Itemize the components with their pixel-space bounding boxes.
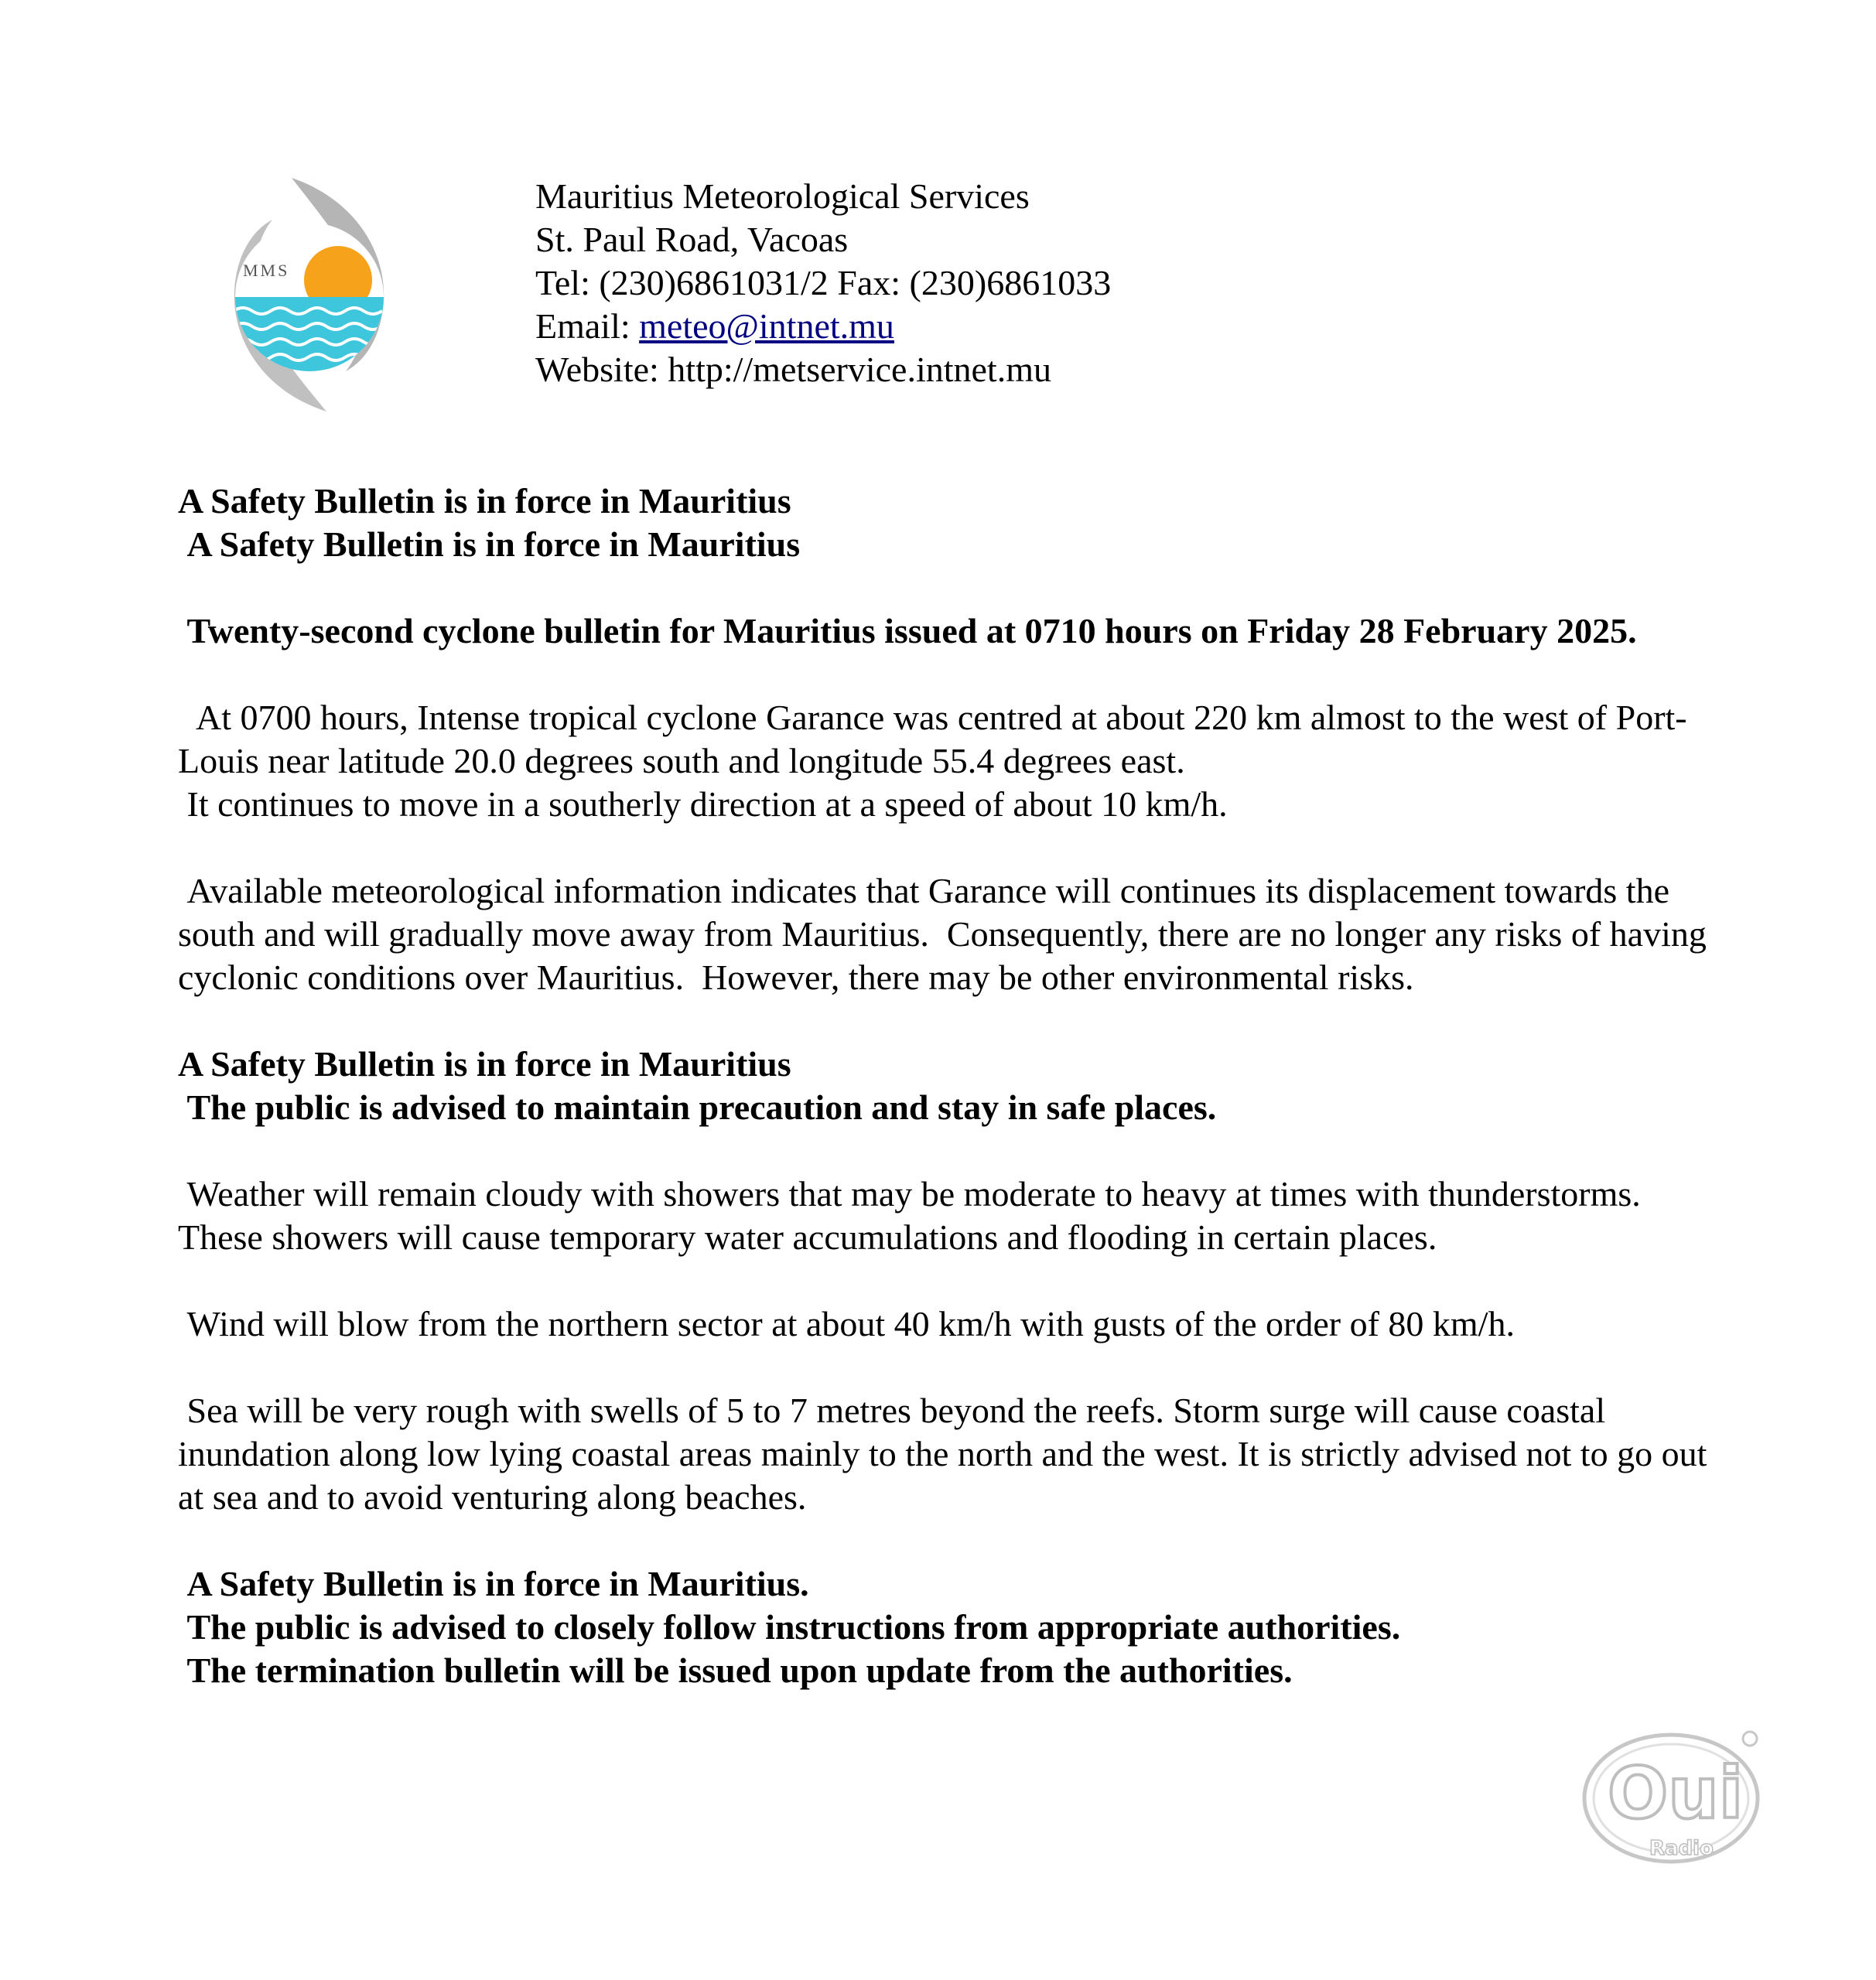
bulletin-body (178, 480, 1725, 1692)
watermark-subtext: Radio (1649, 1837, 1714, 1860)
org-phone: Tel: (230)6861031/2 Fax: (230)6861033 (535, 263, 1112, 302)
closing-notice-3: The termination bulletin will be issued upon update from the authorities. (178, 1651, 1293, 1690)
closing-notice-2: The public is advised to closely follow instructions from appropriate authorities. (178, 1607, 1401, 1647)
org-name: Mauritius Meteorological Services (535, 176, 1030, 216)
org-email-line (535, 305, 1111, 348)
cyclone-position: At 0700 hours, Intense tropical cyclone Garance was centred at about 220 km almost to the west of Port-Louis near latitude 20.0 degrees south and longitude 55.4 degrees east. (178, 698, 1687, 780)
logo-text: MMS (243, 261, 290, 280)
cyclone-movement: It continues to move in a southerly direction at a speed of about 10 km/h. (178, 784, 1228, 824)
oui-radio-watermark (1578, 1717, 1772, 1872)
public-advice: The public is advised to maintain precaution and stay in safe places. (178, 1087, 1217, 1127)
email-label: Email: (535, 306, 640, 346)
forecast-paragraph: Available meteorological information indicates that Garance will continues its displacement towards the south and will gradually move away from Mauritius. Consequently, there are no longer any risks of having cyclonic conditions over Mauritius. However, there may be other environmental risks. (178, 871, 1716, 997)
org-website: Website: http://metservice.intnet.mu (535, 350, 1051, 389)
sea-paragraph: Sea will be very rough with swells of 5 to 7 metres beyond the reefs. Storm surge will cause coastal inundation along low lying coastal areas mainly to the north and the west. It is strictly advised not to go out at sea and to avoid venturing along beaches. (178, 1391, 1716, 1517)
bulletin-title: Twenty-second cyclone bulletin for Mauritius issued at 0710 hours on Friday 28 February 2025. (178, 611, 1637, 650)
safety-bulletin-notice: A Safety Bulletin is in force in Mauritius (178, 1044, 791, 1084)
org-address: St. Paul Road, Vacoas (535, 220, 849, 259)
closing-notice-1: A Safety Bulletin is in force in Mauritius. (178, 1564, 809, 1603)
mms-logo (218, 172, 401, 418)
watermark-text: Oui (1608, 1752, 1744, 1835)
bulletin-headline-1: A Safety Bulletin is in force in Mauritius (178, 481, 791, 521)
wind-paragraph: Wind will blow from the northern sector at about 40 km/h with gusts of the order of 80 km/h. (178, 1304, 1515, 1343)
weather-paragraph: Weather will remain cloudy with showers that may be moderate to heavy at times with thunderstorms. These showers will cause temporary water accumulations and flooding in certain places. (178, 1174, 1658, 1257)
letterhead (535, 175, 1111, 391)
email-link[interactable]: meteo@intnet.mu (639, 306, 894, 346)
bulletin-headline-2: A Safety Bulletin is in force in Mauritius (178, 524, 801, 564)
